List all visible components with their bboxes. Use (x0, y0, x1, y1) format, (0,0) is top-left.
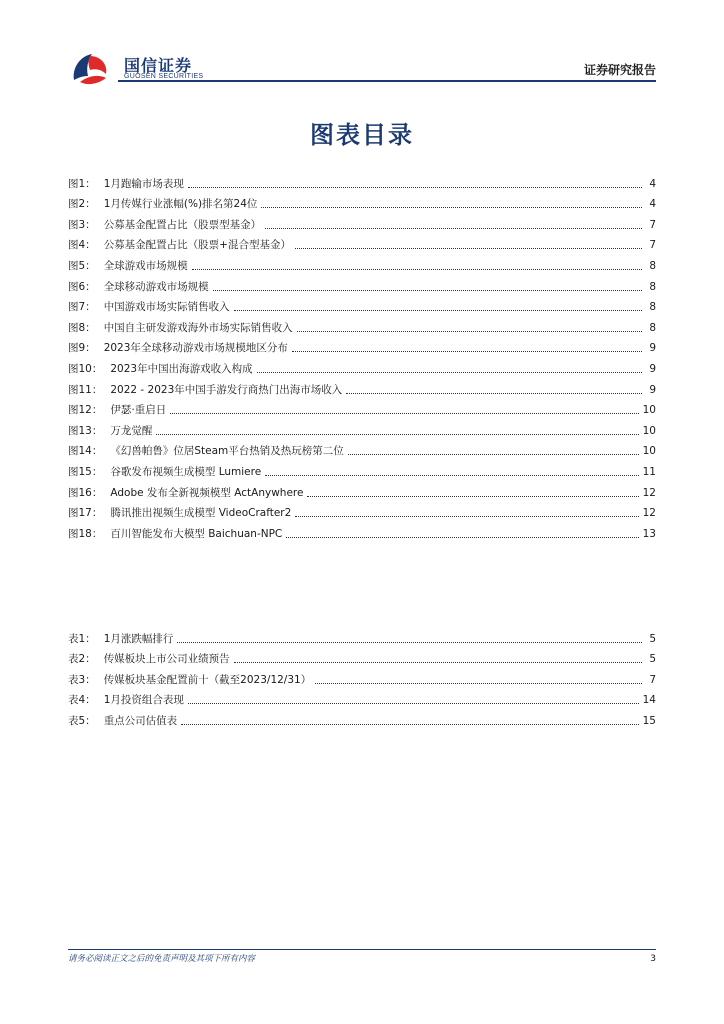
toc-entry-number: 表3： (68, 673, 96, 686)
toc-entry-page: 11 (642, 465, 656, 478)
toc-entry-number: 图17： (68, 507, 103, 520)
toc-entry-label (68, 238, 291, 252)
dot-leader (295, 247, 642, 249)
figure-index-row[interactable] (68, 314, 656, 335)
toc-entry-page: 4 (649, 198, 656, 211)
dot-leader (177, 641, 642, 643)
toc-entry-number: 图2： (68, 198, 96, 211)
toc-entry-title: 公募基金配置占比（股票+混合型基金） (103, 239, 291, 252)
figure-index-row[interactable] (68, 232, 656, 253)
figure-index-row[interactable] (68, 520, 656, 541)
table-index-row[interactable] (68, 666, 656, 687)
toc-entry-number: 表4： (68, 694, 96, 707)
toc-entry-label (68, 714, 177, 728)
table-index-row[interactable] (68, 646, 656, 667)
page-number: 3 (650, 954, 656, 964)
dot-leader (188, 702, 639, 704)
dot-leader (265, 474, 638, 476)
toc-entry-label (68, 321, 293, 335)
figure-index-list (68, 170, 656, 541)
toc-entry-page: 9 (649, 362, 656, 375)
toc-entry-number: 图11： (68, 383, 103, 396)
toc-entry-label (68, 486, 303, 500)
toc-entry-label (68, 177, 184, 191)
dot-leader (292, 350, 642, 352)
toc-entry-title: 全球游戏市场规模 (103, 259, 188, 272)
toc-entry-label (68, 341, 288, 355)
dot-leader (346, 392, 642, 394)
toc-entry-number: 图16： (68, 486, 103, 499)
toc-entry-page: 9 (649, 342, 656, 355)
dot-leader (261, 206, 642, 208)
toc-entry-page: 9 (649, 383, 656, 396)
dot-leader (265, 227, 642, 229)
page-header (0, 0, 724, 90)
toc-entry-page: 8 (649, 301, 656, 314)
toc-entry-label (68, 362, 253, 376)
guosen-logo-icon (70, 50, 110, 86)
footer-divider (68, 949, 656, 950)
toc-entry-page: 10 (642, 424, 656, 437)
toc-entry-number: 图3： (68, 218, 96, 231)
toc-entry-number: 表1： (68, 632, 96, 645)
dot-leader (170, 412, 638, 414)
dot-leader (192, 268, 642, 270)
toc-entry-title: 1月投资组合表现 (103, 694, 184, 707)
toc-entry-page: 8 (649, 280, 656, 293)
page-title: 图表目录 (310, 121, 414, 149)
toc-entry-title: 《幻兽帕鲁》位居Steam平台热销及热玩榜第二位 (110, 445, 344, 458)
figure-index-row[interactable] (68, 294, 656, 315)
toc-entry-label (68, 280, 209, 294)
toc-entry-number: 图4： (68, 239, 96, 252)
dot-leader (286, 536, 638, 538)
toc-entry-number: 表5： (68, 714, 96, 727)
dot-leader (213, 289, 642, 291)
toc-entry-title: 1月跑输市场表现 (103, 177, 184, 190)
toc-entry-number: 图9： (68, 342, 96, 355)
toc-entry-label (68, 652, 230, 666)
toc-entry-page: 13 (642, 527, 656, 540)
report-type-label: 证券研究报告 (583, 63, 656, 77)
toc-entry-label (68, 444, 344, 458)
brand-name-english: GUOSEN SECURITIES (124, 73, 204, 80)
toc-entry-page: 4 (649, 177, 656, 190)
dot-leader (295, 515, 638, 517)
dot-leader (307, 495, 638, 497)
toc-entry-number: 图14： (68, 445, 103, 458)
toc-entry-page: 10 (642, 445, 656, 458)
toc-entry-title: 2023年中国出海游戏收入构成 (110, 362, 253, 375)
figure-index-row[interactable] (68, 191, 656, 212)
figure-index-row[interactable] (68, 417, 656, 438)
toc-entry-title: 谷歌发布视频生成模型 Lumiere (110, 465, 262, 478)
dot-leader (234, 309, 642, 311)
toc-entry-number: 图6： (68, 280, 96, 293)
table-index-list (68, 625, 656, 728)
toc-entry-title: 2022 - 2023年中国手游发行商热门出海市场收入 (110, 383, 343, 396)
toc-entry-title: 1月传媒行业涨幅(%)排名第24位 (103, 198, 258, 211)
toc-entry-title: 1月涨跌幅排行 (103, 632, 174, 645)
table-index-row[interactable] (68, 687, 656, 708)
toc-entry-title: 2023年全球移动游戏市场规模地区分布 (103, 342, 288, 355)
toc-entry-number: 图1： (68, 177, 96, 190)
toc-entry-page: 7 (649, 673, 656, 686)
toc-entry-label (68, 300, 230, 314)
toc-entry-number: 图18： (68, 527, 103, 540)
toc-entry-label (68, 465, 261, 479)
toc-entry-number: 图7： (68, 301, 96, 314)
toc-entry-page: 12 (642, 486, 656, 499)
toc-entry-page: 15 (642, 714, 656, 727)
dot-leader (315, 682, 642, 684)
toc-entry-number: 表2： (68, 653, 96, 666)
toc-entry-label (68, 259, 188, 273)
toc-entry-title: 重点公司估值表 (103, 714, 178, 727)
header-divider (118, 80, 656, 82)
toc-entry-title: 腾讯推出视频生成模型 VideoCrafter2 (110, 507, 292, 520)
toc-entry-label (68, 673, 311, 687)
toc-entry-page: 7 (649, 239, 656, 252)
dot-leader (188, 186, 642, 188)
dot-leader (181, 723, 638, 725)
disclaimer-note: 请务必阅读正文之后的免责声明及其项下所有内容 (68, 954, 256, 964)
toc-entry-label (68, 527, 282, 541)
dot-leader (234, 661, 642, 663)
toc-entry-title: 传媒板块基金配置前十（截至2023/12/31） (103, 673, 312, 686)
dot-leader (297, 330, 642, 332)
figure-index-row[interactable] (68, 355, 656, 376)
toc-entry-number: 图12： (68, 404, 103, 417)
toc-entry-page: 8 (649, 321, 656, 334)
toc-entry-label (68, 632, 173, 646)
toc-entry-number: 图10： (68, 362, 103, 375)
figure-index-row[interactable] (68, 170, 656, 191)
figure-index-row[interactable] (68, 479, 656, 500)
toc-entry-title: 中国自主研发游戏海外市场实际销售收入 (103, 321, 293, 334)
toc-entry-number: 图15： (68, 465, 103, 478)
figure-index-row[interactable] (68, 273, 656, 294)
figure-index-row[interactable] (68, 252, 656, 273)
toc-entry-page: 5 (649, 632, 656, 645)
toc-entry-title: 万龙觉醒 (110, 424, 153, 437)
figure-index-row[interactable] (68, 335, 656, 356)
toc-entry-label (68, 424, 152, 438)
toc-entry-page: 10 (642, 404, 656, 417)
figure-index-row[interactable] (68, 458, 656, 479)
toc-entry-page: 12 (642, 507, 656, 520)
figure-index-row[interactable] (68, 397, 656, 418)
toc-entry-title: 伊瑟·重启日 (110, 404, 167, 417)
toc-entry-title: 传媒板块上市公司业绩预告 (103, 653, 230, 666)
toc-entry-title: 全球移动游戏市场规模 (103, 280, 209, 293)
toc-entry-number: 图13： (68, 424, 103, 437)
toc-entry-title: Adobe 发布全新视频模型 ActAnywhere (110, 486, 304, 499)
brand-name: 国信证券 (124, 56, 193, 75)
toc-entry-label (68, 693, 184, 707)
toc-entry-title: 公募基金配置占比（股票型基金） (103, 218, 262, 231)
table-index-row[interactable] (68, 625, 656, 646)
toc-entry-label (68, 197, 257, 211)
toc-entry-title: 百川智能发布大模型 Baichuan-NPC (110, 527, 283, 540)
table-index-row[interactable] (68, 707, 656, 728)
toc-entry-label (68, 403, 166, 417)
toc-entry-label (68, 383, 342, 397)
figure-index-row[interactable] (68, 376, 656, 397)
toc-entry-page: 14 (642, 694, 656, 707)
toc-entry-number: 图8： (68, 321, 96, 334)
figure-index-row[interactable] (68, 500, 656, 521)
dot-leader (156, 433, 638, 435)
figure-index-row[interactable] (68, 211, 656, 232)
toc-entry-number: 图5： (68, 259, 96, 272)
dot-leader (348, 453, 639, 455)
dot-leader (257, 371, 642, 373)
toc-entry-page: 5 (649, 653, 656, 666)
toc-entry-label (68, 218, 261, 232)
toc-entry-page: 7 (649, 218, 656, 231)
toc-entry-title: 中国游戏市场实际销售收入 (103, 301, 230, 314)
toc-entry-page: 8 (649, 259, 656, 272)
figure-index-row[interactable] (68, 438, 656, 459)
toc-entry-label (68, 506, 291, 520)
